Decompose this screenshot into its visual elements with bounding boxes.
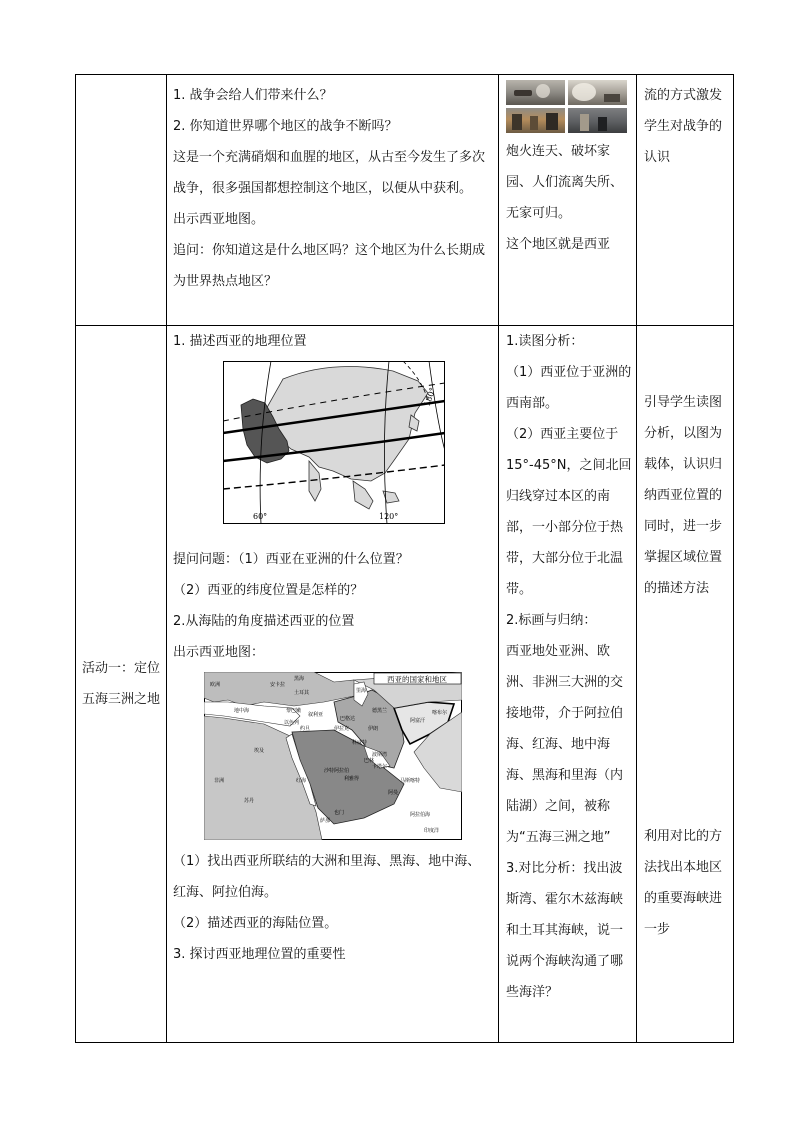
question-2: 2. 你知道世界哪个地区的战争不断吗？	[173, 119, 398, 134]
war-photo-4	[568, 108, 627, 133]
map-label-africa: 非洲	[214, 778, 225, 784]
design-intent-text-2: 利用对比的方法找出本地区的重要海峡进一步	[644, 829, 723, 937]
activity-title: 活动一：定位五海三洲之地	[81, 661, 160, 707]
map-label-tehran: 德黑兰	[372, 708, 388, 714]
asia-location-map	[223, 361, 492, 524]
task-describe-position: （2）描述西亚的海陆位置。	[173, 916, 338, 931]
map-label-bahrain: 巴林	[364, 758, 375, 764]
question-latitude: （2）西亚的纬度位置是怎样的？	[173, 583, 364, 598]
analysis-title: 1.读图分析：	[506, 334, 584, 349]
map-label-iraq: 伊拉克	[334, 726, 350, 732]
west-asia-map-svg	[204, 672, 462, 840]
map-label-qatar: 卡塔尔	[372, 764, 388, 770]
map-label-lebanon: 黎巴嫩	[286, 708, 302, 714]
student-activity-cell	[499, 75, 637, 326]
war-photos	[506, 78, 632, 133]
table-row	[76, 75, 734, 326]
intro-text: 这是一个充满硝烟和血腥的地区，从古至今发生了多次战争，很多强国都想控制这个地区，以便从中获利。	[173, 150, 486, 196]
map-label-mediterranean: 地中海	[234, 708, 250, 714]
map-label-sudan: 苏丹	[244, 798, 255, 804]
map-label-syria: 叙利亚	[308, 712, 324, 718]
map-label-red-sea: 红海	[296, 778, 307, 784]
map-label-yemen: 也门	[334, 810, 345, 816]
map-label-baghdad: 巴格达	[340, 716, 356, 722]
map-label-kuwait: 科威特	[352, 740, 368, 746]
follow-up-question: 追问：你知道这是什么地区吗？这个地区为什么长期成为世界热点地区？	[173, 243, 486, 289]
region-answer: 这个地区就是西亚	[506, 237, 611, 252]
map-label-oman: 阿曼	[388, 790, 399, 796]
show-map-text: 出示西亚地图。	[173, 212, 265, 227]
map-label-muscat: 马斯喀特	[400, 778, 421, 784]
section-1-title: 1. 描述西亚的地理位置	[173, 334, 307, 349]
map-label-black-sea: 黑海	[294, 676, 305, 682]
lon-120-label: 120°	[379, 512, 399, 521]
design-intent-text: 流的方式激发学生对战争的认识	[644, 88, 723, 165]
comparison-task: 3.对比分析：找出波斯湾、霍尔木兹海峡和土耳其海峡，说一说两个海峡沟通了哪些海洋？	[506, 861, 624, 1000]
map-label-egypt: 埃及	[254, 748, 265, 754]
design-intent-cell	[637, 75, 734, 326]
task-find-continents: （1）找出西亚所联结的大洲和里海、黑海、地中海、红海、阿拉伯海。	[173, 854, 481, 900]
analysis-answer-1: （1）西亚位于亚洲的西南部。	[506, 365, 632, 411]
design-intent-cell	[637, 326, 734, 1043]
section-2-title: 2.从海陆的角度描述西亚的位置	[173, 614, 355, 629]
map-label-caspian-sea: 里海	[356, 688, 367, 694]
map-label-kabul: 喀布尔	[432, 710, 448, 716]
show-map-text-2: 出示西亚地图：	[173, 645, 265, 660]
summary-answer: 西亚地处亚洲、欧洲、非洲三大洲的交接地带，介于阿拉伯海、红海、地中海海、黑海和里海（内陆湖）之间，被称为“五海三洲之地”	[506, 644, 624, 845]
map-label-europe: 欧洲	[210, 682, 221, 688]
section-3-title: 3. 探讨西亚地理位置的重要性	[173, 947, 346, 962]
west-asia-map-title: 西亚的国家和地区	[387, 675, 447, 684]
summary-title: 2.标画与归纳：	[506, 613, 597, 628]
student-activity-cell	[499, 326, 637, 1043]
war-photo-3	[506, 108, 565, 133]
question-position: 提问问题：（1）西亚在亚洲的什么位置？	[173, 552, 409, 567]
asia-location-map-svg	[223, 361, 445, 524]
map-label-israel: 以色列	[284, 720, 300, 726]
war-effects-answer: 炮火连天、破坏家园、人们流离失所、无家可归。	[506, 144, 624, 221]
map-label-indian-ocean: 印度洋	[424, 828, 440, 834]
map-label-sanaa: 萨那	[320, 818, 331, 824]
analysis-answer-2: （2）西亚主要位于15°-45°N，之间北回归线穿过本区的南部，一小部分位于热带，大部分位于北温带。	[506, 427, 632, 597]
map-label-saudi-arabia: 沙特阿拉伯	[324, 768, 350, 774]
table-row	[76, 326, 734, 1043]
question-1: 1. 战争会给人们带来什么？	[173, 88, 333, 103]
lon-180-label: 180°	[422, 386, 438, 408]
lon-60-label: 60°	[253, 512, 268, 521]
map-label-persian-gulf: 波斯湾	[372, 752, 388, 758]
war-photo-1	[506, 80, 565, 105]
lesson-plan-table	[75, 74, 734, 1043]
map-label-arabian-sea: 阿拉伯海	[410, 812, 431, 818]
map-label-ankara: 安卡拉	[270, 682, 286, 688]
activity-title-cell	[76, 326, 167, 1043]
teacher-activity-cell	[167, 75, 499, 326]
activity-cell-empty	[76, 75, 167, 326]
map-label-riyadh: 利雅得	[344, 776, 360, 782]
teacher-activity-cell	[167, 326, 499, 1043]
map-label-afghanistan: 阿富汗	[410, 718, 426, 724]
design-intent-text-1: 引导学生读图分析，以图为载体，认识归纳西亚位置的同时，进一步掌握区域位置的描述方法	[644, 395, 723, 596]
west-asia-map	[204, 672, 492, 840]
map-label-jordan: 约旦	[300, 726, 311, 732]
map-label-iran: 伊朗	[368, 726, 379, 732]
map-label-turkey: 土耳其	[294, 690, 310, 696]
war-photo-2	[568, 80, 627, 105]
